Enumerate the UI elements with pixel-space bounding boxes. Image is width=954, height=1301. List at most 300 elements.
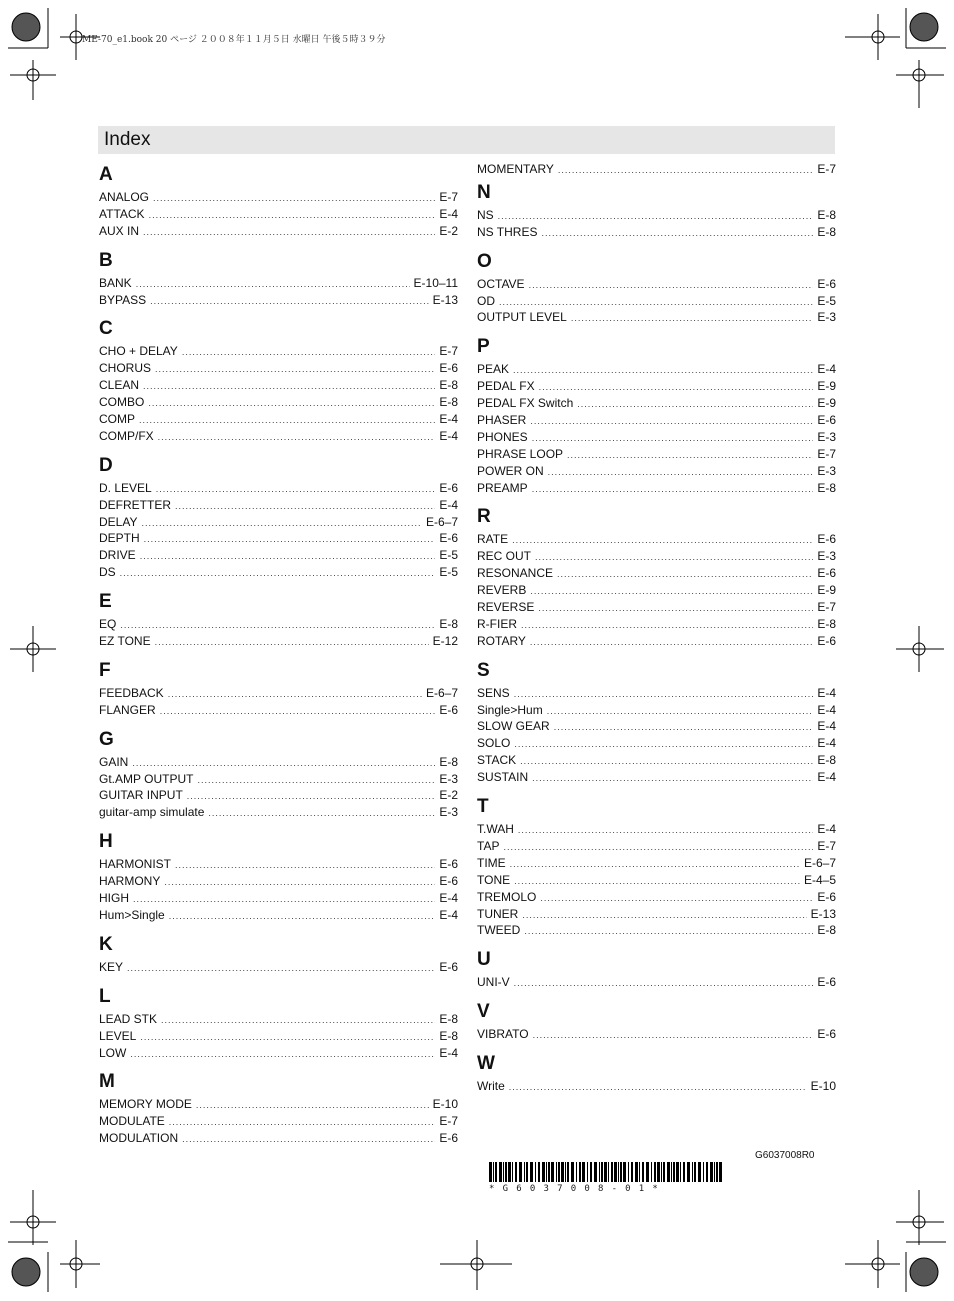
index-term: T.WAH: [477, 822, 514, 837]
barcode-bar: [558, 1162, 560, 1182]
barcode-bar: [618, 1162, 619, 1182]
barcode-bar: [599, 1162, 600, 1182]
index-term: EZ TONE: [99, 634, 151, 649]
index-page-ref: E-6: [439, 480, 458, 495]
index-page-ref: E-4: [817, 822, 836, 837]
index-entry: [477, 735, 836, 752]
index-page-ref: E-4: [439, 1045, 458, 1060]
index-entry: [99, 873, 458, 890]
index-term: SLOW GEAR: [477, 719, 550, 734]
leader-dots: [140, 1029, 435, 1046]
index-page-ref: E-5: [439, 565, 458, 580]
index-entry: [99, 223, 458, 240]
index-entry: [99, 1113, 458, 1130]
index-term: OD: [477, 293, 495, 308]
index-page-ref: E-13: [810, 906, 836, 921]
index-entry: [477, 429, 836, 446]
index-entry: [477, 548, 836, 565]
index-page-ref: E-10–11: [413, 275, 458, 290]
index-page-ref: E-3: [817, 429, 836, 444]
index-term: POWER ON: [477, 463, 544, 478]
index-term: guitar-amp simulate: [99, 805, 205, 820]
leader-dots: [558, 162, 813, 179]
index-page-ref: E-6: [439, 531, 458, 546]
index-page-ref: E-8: [817, 224, 836, 239]
index-term: MODULATE: [99, 1114, 165, 1129]
leader-dots: [514, 873, 800, 890]
leader-dots: [169, 908, 436, 925]
index-letter-v: V: [477, 1001, 490, 1023]
barcode-bar: [692, 1162, 693, 1182]
barcode-bar: [538, 1162, 540, 1182]
index-entry: [477, 582, 836, 599]
barcode-bar: [515, 1162, 517, 1182]
leader-dots: [577, 396, 813, 413]
index-term: SUSTAIN: [477, 770, 529, 785]
leader-dots: [197, 772, 435, 789]
index-entry: [477, 378, 836, 395]
leader-dots: [541, 225, 813, 242]
index-page-ref: E-8: [817, 753, 836, 768]
index-term: FEEDBACK: [99, 685, 164, 700]
index-term: REVERSE: [477, 600, 535, 615]
barcode-bar: [646, 1162, 649, 1182]
index-page-ref: E-3: [817, 549, 836, 564]
leader-dots: [148, 395, 435, 412]
index-entry: [477, 309, 836, 326]
index-entry: [99, 360, 458, 377]
index-entry: [477, 855, 836, 872]
leader-dots: [136, 276, 410, 293]
leader-dots: [153, 190, 435, 207]
index-term: KEY: [99, 959, 124, 974]
index-page-ref: E-6: [817, 566, 836, 581]
leader-dots: [554, 719, 814, 736]
index-term: RESONANCE: [477, 566, 554, 581]
index-page-ref: E-4: [439, 206, 458, 221]
barcode-bar: [642, 1162, 644, 1182]
barcode-bar: [546, 1162, 547, 1182]
index-term: Gt.AMP OUTPUT: [99, 771, 194, 786]
index-entry: [99, 275, 458, 292]
index-entry: [99, 907, 458, 924]
leader-dots: [132, 755, 435, 772]
leader-dots: [530, 583, 813, 600]
index-entry: [477, 906, 836, 923]
index-page-ref: E-6: [817, 633, 836, 648]
index-page-ref: E-8: [817, 923, 836, 938]
index-term: BANK: [99, 275, 132, 290]
barcode-bar: [663, 1162, 665, 1182]
index-term: TWEED: [477, 923, 521, 938]
barcode-bar: [639, 1162, 640, 1182]
index-letter-w: W: [477, 1053, 495, 1075]
index-term: GAIN: [99, 754, 129, 769]
index-entry: [99, 616, 458, 633]
index-page-ref: E-10: [810, 1079, 836, 1094]
index-page-ref: E-13: [432, 292, 458, 307]
leader-dots: [143, 378, 435, 395]
index-term: COMBO: [99, 395, 145, 410]
index-entry: [477, 974, 836, 991]
index-entry: [477, 821, 836, 838]
barcode-bar: [623, 1162, 626, 1182]
index-letter-l: L: [99, 985, 111, 1007]
index-entry: [477, 633, 836, 650]
barcode-bar: [582, 1162, 585, 1182]
index-page-ref: E-4: [817, 702, 836, 717]
leader-dots: [510, 856, 800, 873]
index-letter-m: M: [99, 1071, 115, 1093]
index-entry: [477, 293, 836, 310]
index-page-ref: E-6: [817, 975, 836, 990]
index-letter-e: E: [99, 591, 112, 613]
index-entry: [99, 1028, 458, 1045]
barcode-bar: [524, 1162, 525, 1182]
index-page-ref: E-4: [817, 719, 836, 734]
print-header: ME-70_e1.book 20 ページ ２００８年１１月５日 水曜日 午後５時３９分: [82, 35, 386, 45]
barcode-bar: [548, 1162, 550, 1182]
index-letter-g: G: [99, 728, 114, 750]
leader-dots: [164, 874, 435, 891]
index-letter-f: F: [99, 659, 111, 681]
index-entry: [99, 1130, 458, 1147]
index-term: SENS: [477, 685, 510, 700]
index-entry: [477, 446, 836, 463]
index-page-ref: E-6: [439, 361, 458, 376]
index-term: PHONES: [477, 429, 528, 444]
barcode-bar: [710, 1162, 713, 1182]
index-page-ref: E-12: [432, 634, 458, 649]
leader-dots: [498, 208, 814, 225]
index-term: DRIVE: [99, 548, 136, 563]
index-term: R-FIER: [477, 616, 517, 631]
index-page-ref: E-3: [439, 771, 458, 786]
index-page-ref: E-4: [817, 770, 836, 785]
leader-dots: [169, 1114, 436, 1131]
barcode-bar: [519, 1162, 522, 1182]
leader-dots: [548, 464, 814, 481]
index-term: MOMENTARY: [477, 162, 554, 176]
index-page-ref: E-4: [439, 891, 458, 906]
leader-dots: [529, 277, 814, 294]
index-entry: [99, 1011, 458, 1028]
leader-dots: [547, 703, 814, 720]
index-term: TAP: [477, 838, 500, 853]
index-entry: [99, 890, 458, 907]
index-entry: [99, 530, 458, 547]
index-term: OCTAVE: [477, 276, 525, 291]
barcode-bar: [651, 1162, 652, 1182]
index-term: EQ: [99, 617, 117, 632]
index-page-ref: E-6–7: [425, 514, 458, 529]
leader-dots: [130, 1046, 435, 1063]
leader-dots: [168, 686, 422, 703]
leader-dots: [522, 907, 806, 924]
barcode-bar: [680, 1162, 681, 1182]
barcode-bar: [698, 1162, 701, 1182]
barcode-bar: [703, 1162, 704, 1182]
index-page-ref: E-7: [817, 162, 836, 176]
index-term: TIME: [477, 855, 506, 870]
index-entry: [477, 207, 836, 224]
index-entry: [99, 564, 458, 581]
index-entry: [477, 685, 836, 702]
index-page-ref: E-4: [439, 412, 458, 427]
index-letter-p: P: [477, 336, 490, 358]
index-page-ref: E-8: [439, 395, 458, 410]
index-term: MODULATION: [99, 1131, 179, 1146]
index-page-ref: E-6: [439, 857, 458, 872]
index-term: RATE: [477, 532, 509, 547]
barcode-bar: [687, 1162, 690, 1182]
index-page-ref: E-7: [439, 344, 458, 359]
barcode-bar: [620, 1162, 622, 1182]
leader-dots: [150, 293, 429, 310]
index-letter-h: H: [99, 831, 113, 853]
index-page-ref: E-8: [817, 616, 836, 631]
barcode-bar: [631, 1162, 633, 1182]
barcode-bar: [635, 1162, 638, 1182]
barcode-bar: [508, 1162, 511, 1182]
index-page-ref: E-5: [817, 293, 836, 308]
barcode-bar: [628, 1162, 629, 1182]
leader-dots: [530, 634, 813, 651]
index-entry: [477, 599, 836, 616]
index-term: PREAMP: [477, 480, 528, 495]
index-entry: [99, 702, 458, 719]
index-term: CHORUS: [99, 361, 152, 376]
index-letter-s: S: [477, 659, 490, 681]
leader-dots: [196, 1097, 429, 1114]
index-term: ANALOG: [99, 190, 150, 204]
index-entry: [99, 959, 458, 976]
leader-dots: [524, 923, 813, 940]
index-page-ref: E-8: [439, 617, 458, 632]
index-entry: [99, 411, 458, 428]
barcode-bar: [567, 1162, 569, 1182]
index-term: ROTARY: [477, 633, 526, 648]
leader-dots: [533, 1027, 814, 1044]
index-letter-b: B: [99, 249, 113, 271]
barcode-bar: [493, 1162, 494, 1182]
barcode-bar: [714, 1162, 715, 1182]
index-entry: [99, 514, 458, 531]
leader-dots: [182, 344, 436, 361]
barcode-bar: [571, 1162, 574, 1182]
barcode-bar: [542, 1162, 545, 1182]
index-entry: [99, 428, 458, 445]
index-letter-c: C: [99, 318, 113, 340]
leader-dots: [567, 447, 813, 464]
leader-dots: [156, 481, 436, 498]
index-term: VIBRATO: [477, 1027, 529, 1042]
index-term: COMP: [99, 412, 135, 427]
index-entry: [477, 395, 836, 412]
leader-dots: [182, 1131, 435, 1148]
index-letter-u: U: [477, 949, 491, 971]
index-entry: [99, 377, 458, 394]
index-term: OUTPUT LEVEL: [477, 310, 567, 325]
index-term: LOW: [99, 1045, 127, 1060]
leader-dots: [155, 361, 435, 378]
leader-dots: [571, 310, 814, 327]
index-entry: [99, 771, 458, 788]
index-entry: [99, 189, 458, 206]
index-entry: [477, 702, 836, 719]
index-entry: [477, 361, 836, 378]
index-term: MEMORY MODE: [99, 1097, 192, 1112]
index-term: TONE: [477, 872, 511, 887]
index-page-ref: E-4: [439, 428, 458, 443]
index-letter-r: R: [477, 506, 491, 528]
barcode-bar: [661, 1162, 662, 1182]
barcode-bar: [535, 1162, 536, 1182]
leader-dots: [120, 617, 435, 634]
index-entry: [99, 480, 458, 497]
leader-dots: [532, 481, 814, 498]
index-page-ref: E-3: [817, 310, 836, 325]
leader-dots: [140, 548, 436, 565]
index-letter-k: K: [99, 933, 113, 955]
index-entry: [477, 752, 836, 769]
index-page-ref: E-6–7: [425, 685, 458, 700]
index-page-ref: E-6: [439, 1131, 458, 1146]
leader-dots: [503, 839, 813, 856]
index-page-ref: E-4: [817, 362, 836, 377]
index-page-ref: E-6: [817, 1027, 836, 1042]
index-term: PEDAL FX: [477, 379, 535, 394]
index-page-ref: E-9: [817, 583, 836, 598]
barcode-bar: [503, 1162, 504, 1182]
barcode-bar: [505, 1162, 507, 1182]
barcode-bar: [611, 1162, 613, 1182]
index-term: HARMONIST: [99, 857, 171, 872]
index-entry: [99, 292, 458, 309]
barcode-bar: [719, 1162, 722, 1182]
index-page-ref: E-4: [439, 907, 458, 922]
leader-dots: [120, 565, 436, 582]
index-page-ref: E-4: [439, 497, 458, 512]
index-entry: [477, 889, 836, 906]
index-title-bar: [98, 126, 835, 154]
barcode-bar: [565, 1162, 566, 1182]
barcode-bar: [657, 1162, 660, 1182]
index-entry: [99, 633, 458, 650]
index-page-ref: E-8: [817, 207, 836, 222]
barcode-bar: [530, 1162, 533, 1182]
index-term: PHRASE LOOP: [477, 446, 564, 461]
index-page-ref: E-6: [817, 532, 836, 547]
index-page-ref: E-7: [439, 1114, 458, 1129]
index-entry: [99, 1096, 458, 1113]
index-term: NS THRES: [477, 224, 538, 239]
index-page-ref: E-8: [439, 378, 458, 393]
index-term: PHASER: [477, 413, 527, 428]
index-entry: [477, 872, 836, 889]
index-term: STACK: [477, 753, 517, 768]
index-page-ref: E-8: [439, 754, 458, 769]
leader-dots: [539, 379, 814, 396]
index-letter-n: N: [477, 181, 491, 203]
index-term: PEAK: [477, 362, 510, 377]
index-term: Single>Hum: [477, 702, 543, 717]
leader-dots: [514, 736, 813, 753]
index-page-ref: E-4–5: [803, 872, 836, 887]
part-number: G6037008R0: [755, 1150, 815, 1161]
leader-dots: [155, 634, 429, 651]
index-page-ref: E-7: [817, 838, 836, 853]
barcode-bar: [556, 1162, 557, 1182]
leader-dots: [518, 822, 813, 839]
index-term: COMP/FX: [99, 428, 154, 443]
leader-dots: [141, 515, 422, 532]
barcode-bar: [683, 1162, 685, 1182]
index-entry: [99, 394, 458, 411]
index-entry: [99, 343, 458, 360]
index-page-ref: E-6: [817, 889, 836, 904]
barcode-bar: [576, 1162, 577, 1182]
index-term: TUNER: [477, 906, 519, 921]
index-entry: [99, 804, 458, 821]
leader-dots: [540, 890, 813, 907]
index-entry: [99, 856, 458, 873]
index-entry: [477, 769, 836, 786]
index-term: LEVEL: [99, 1028, 137, 1043]
barcode-bar: [654, 1162, 656, 1182]
index-page-ref: E-6: [439, 959, 458, 974]
index-entry: [477, 1026, 836, 1043]
leader-dots: [514, 975, 814, 992]
index-page-ref: E-3: [817, 463, 836, 478]
index-term: DELAY: [99, 514, 138, 529]
barcode-bar: [694, 1162, 696, 1182]
barcode-bar: [614, 1162, 617, 1182]
index-term: D. LEVEL: [99, 480, 152, 495]
leader-dots: [530, 413, 813, 430]
index-term: ATTACK: [99, 206, 145, 221]
leader-dots: [160, 703, 436, 720]
barcode-bar: [706, 1162, 708, 1182]
index-term: AUX IN: [99, 223, 140, 238]
index-term: NS: [477, 207, 494, 222]
barcode-bar: [551, 1162, 554, 1182]
leader-dots: [499, 294, 813, 311]
index-page-ref: E-9: [817, 396, 836, 411]
index-entry: [99, 1045, 458, 1062]
index-term: DEFRETTER: [99, 497, 171, 512]
index-term: HIGH: [99, 891, 129, 906]
index-page-ref: E-6: [817, 413, 836, 428]
index-entry: [477, 463, 836, 480]
index-term: CHO + DELAY: [99, 344, 178, 359]
index-entry: [99, 754, 458, 771]
index-page-ref: E-5: [439, 548, 458, 563]
index-term: UNI-V: [477, 975, 510, 990]
barcode-bar: [561, 1162, 564, 1182]
barcode-bar: [526, 1162, 528, 1182]
index-entry: [99, 497, 458, 514]
leader-dots: [521, 617, 813, 634]
barcode-bar: [667, 1162, 670, 1182]
index-page-ref: E-7: [817, 600, 836, 615]
index-page-ref: E-7: [817, 446, 836, 461]
index-entry: [99, 206, 458, 223]
leader-dots: [509, 1079, 807, 1096]
leader-dots: [532, 770, 813, 787]
leader-dots: [139, 412, 435, 429]
index-page-ref: E-4: [817, 685, 836, 700]
